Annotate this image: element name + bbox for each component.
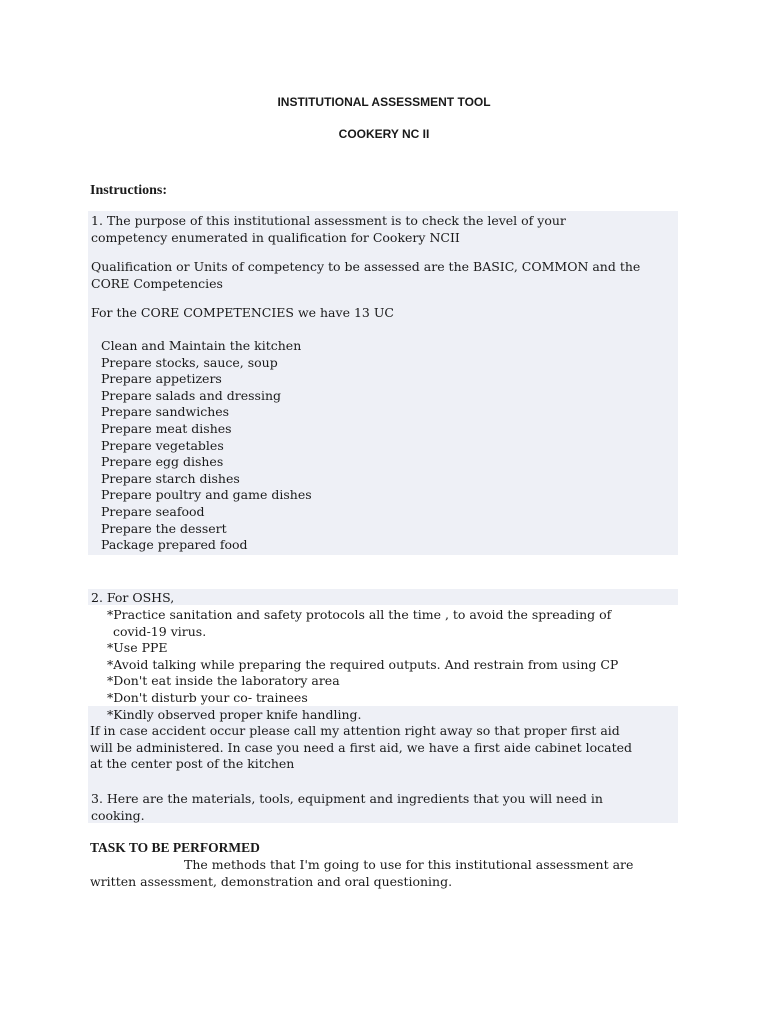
document-subtitle: COOKERY NC II [338, 127, 430, 141]
item3-line-2: cooking. [91, 807, 145, 823]
oshs-list [107, 607, 618, 706]
oshs-heading-shade [88, 589, 678, 605]
list-item: Prepare the dessert [101, 520, 227, 536]
task-line-2: written assessment, demonstration and oral questioning. [90, 873, 453, 889]
accident-paragraph [90, 723, 632, 773]
item1-line-1: 1. The purpose of this institutional assessment is to check the level of your [91, 213, 566, 228]
accident-line-1: If in case accident occur please call my attention right away so that proper first aid [90, 723, 620, 738]
list-item: Prepare meat dishes [101, 420, 232, 436]
list-item: Package prepared food [101, 537, 248, 553]
item3-paragraph [91, 791, 603, 824]
list-item: Prepare stocks, sauce, soup [101, 354, 278, 370]
list-item: *Don't disturb your co- trainees [107, 689, 308, 705]
list-item: Prepare starch dishes [101, 470, 240, 486]
list-item: Prepare poultry and game dishes [101, 487, 312, 503]
document-title: INSTITUTIONAL ASSESSMENT TOOL [277, 95, 491, 109]
list-item: Prepare egg dishes [101, 454, 224, 470]
accident-line-2: will be administered. In case you need a first aid, we have a first aide cabinet located [90, 739, 633, 755]
instructions-heading: Instructions: [90, 183, 168, 198]
qualification-paragraph [91, 259, 640, 292]
oshs-heading: 2. For OSHS, [91, 590, 175, 605]
list-item: Prepare appetizers [101, 371, 222, 387]
list-item: Clean and Maintain the kitchen [101, 338, 302, 353]
list-item: Prepare seafood [101, 503, 205, 519]
core-competencies-heading: For the CORE COMPETENCIES we have 13 UC [91, 305, 394, 320]
item1-paragraph [91, 213, 566, 246]
list-item: covid-19 virus. [113, 623, 207, 639]
knife-handling-item: *Kindly observed proper knife handling. [107, 707, 362, 722]
list-item: Prepare vegetables [101, 437, 224, 453]
task-paragraph [90, 857, 633, 890]
item3-line-1: 3. Here are the materials, tools, equipment and ingredients that you will need in [91, 791, 603, 806]
qualification-line-1: Qualification or Units of competency to be assessed are the BASIC, COMMON and the [91, 259, 641, 274]
list-item: *Use PPE [107, 640, 168, 655]
list-item: *Avoid talking while preparing the required outputs. And restrain from using CP [107, 656, 619, 672]
item1-line-2: competency enumerated in qualification for Cookery NCII [91, 229, 460, 245]
list-item: Prepare sandwiches [101, 404, 230, 420]
qualification-line-2: CORE Competencies [91, 275, 223, 291]
task-line-1: The methods that I'm going to use for this institutional assessment are [184, 857, 634, 872]
task-heading: TASK TO BE PERFORMED [90, 840, 260, 855]
list-item: *Practice sanitation and safety protocols all the time , to avoid the spreading of [107, 607, 612, 622]
list-item: *Don't eat inside the laboratory area [107, 673, 340, 688]
core-units-list [101, 338, 312, 554]
list-item: Prepare salads and dressing [101, 387, 282, 403]
accident-line-3: at the center post of the kitchen [90, 756, 295, 771]
